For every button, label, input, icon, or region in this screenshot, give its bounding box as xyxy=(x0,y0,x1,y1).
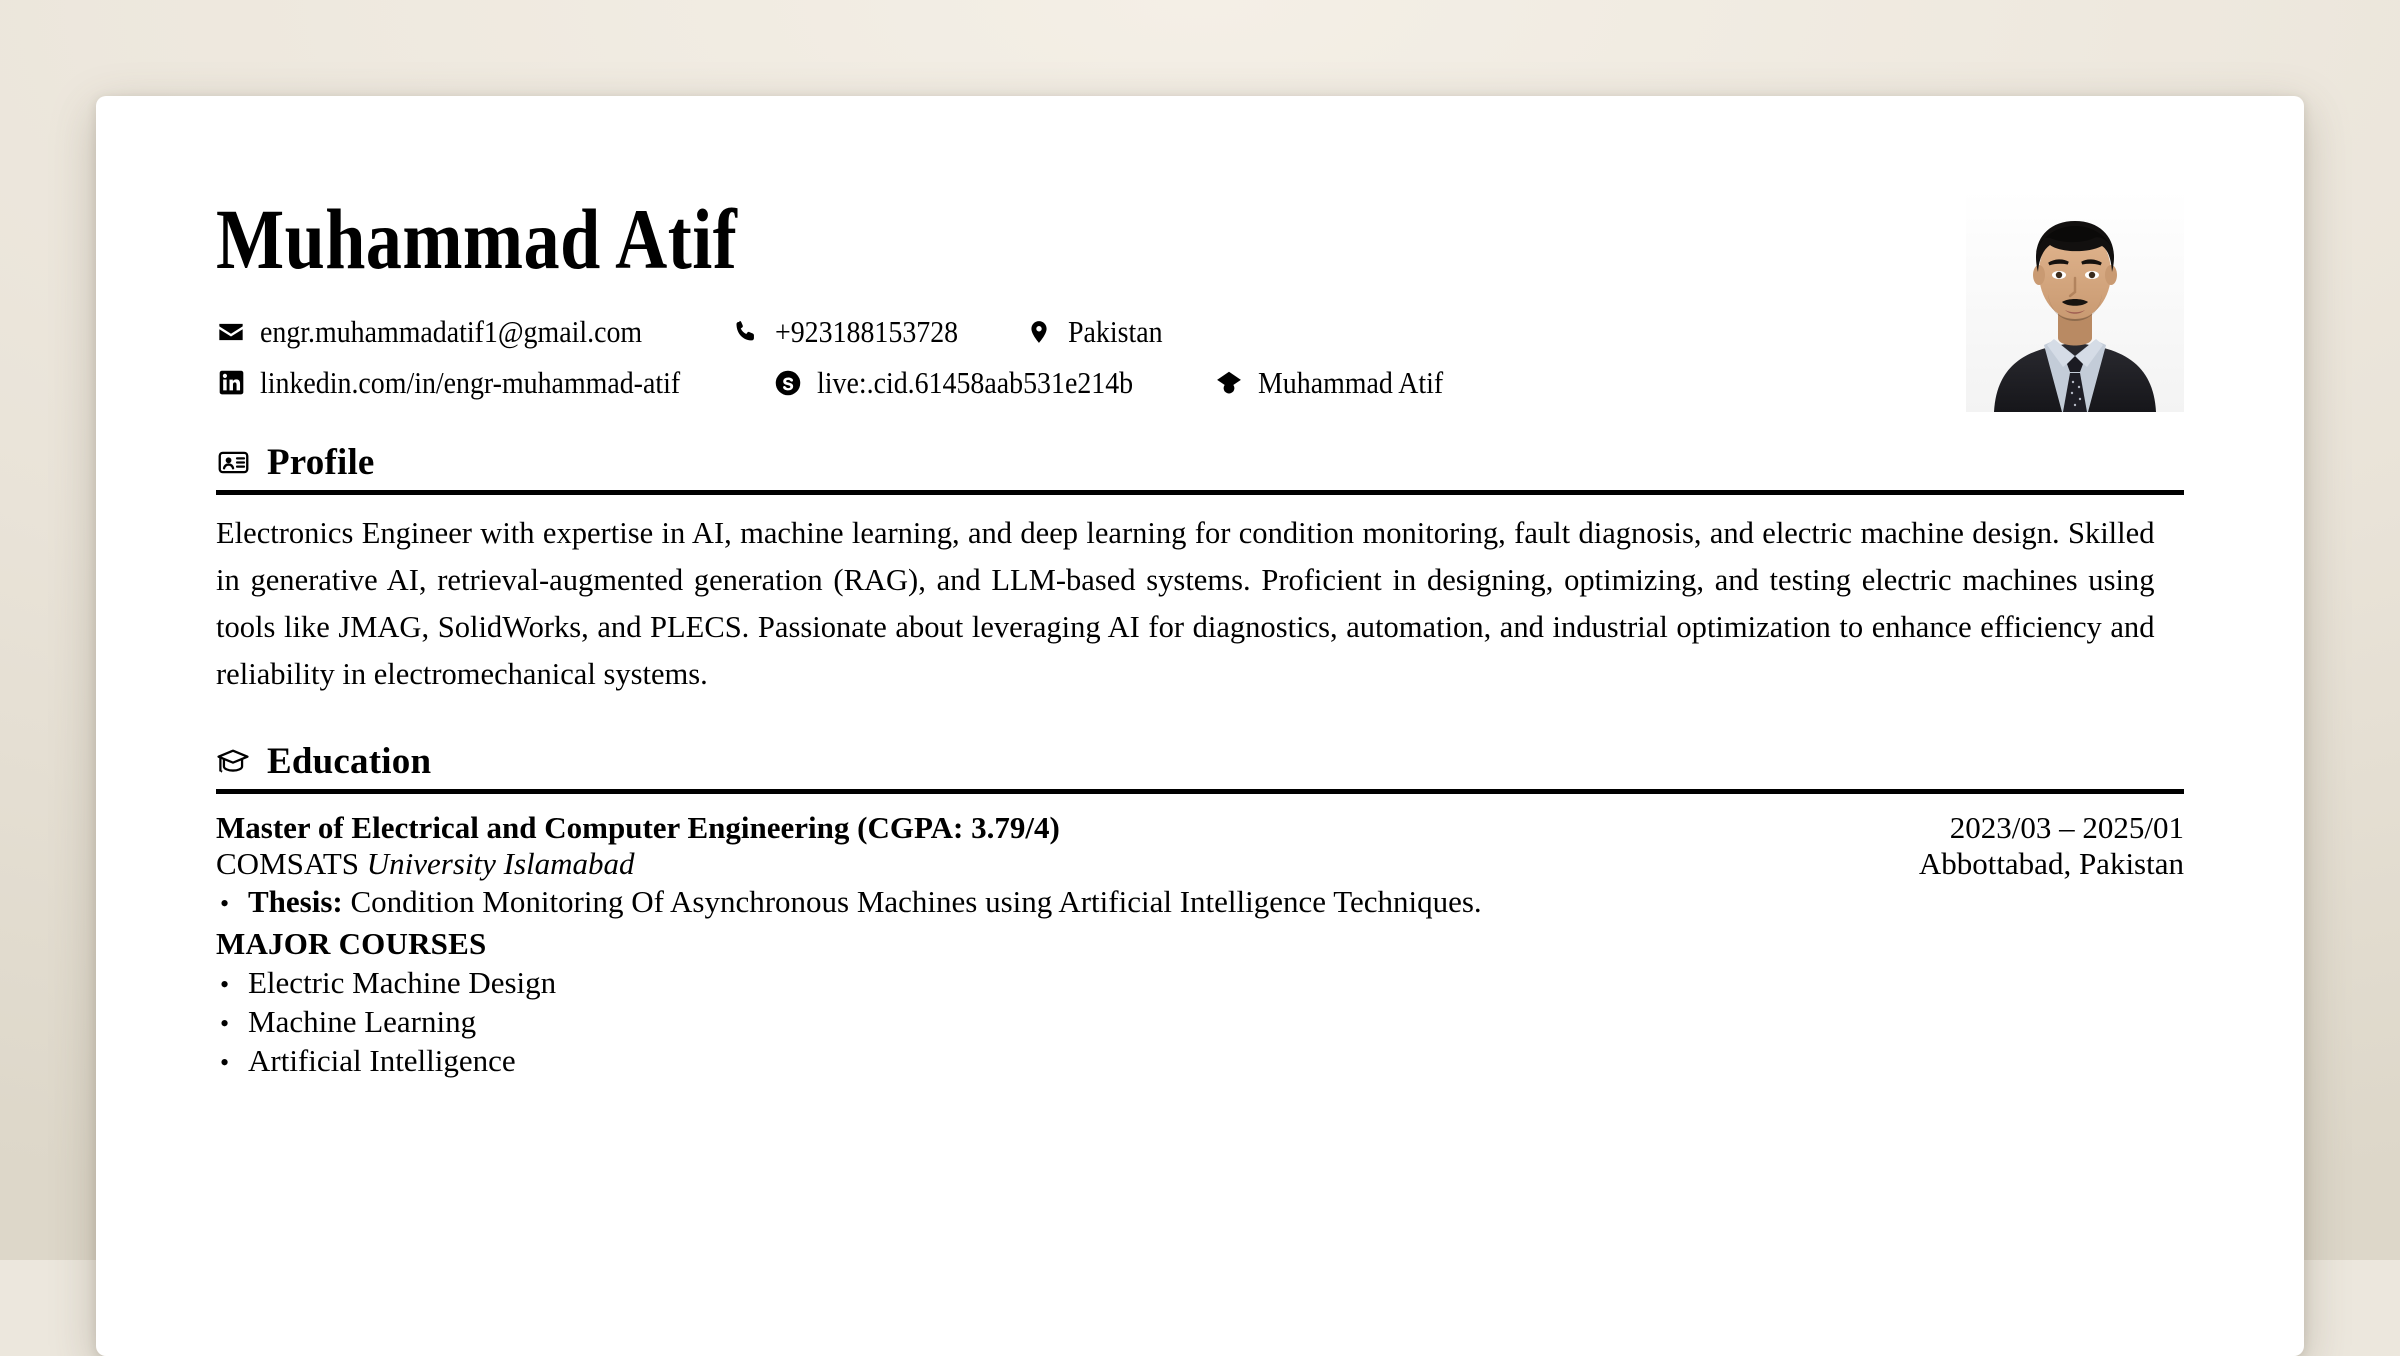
section-education xyxy=(216,743,2184,1079)
contact-email[interactable] xyxy=(216,316,685,347)
skype-icon xyxy=(773,368,803,398)
education-thesis-label: Thesis: xyxy=(248,884,343,919)
course-name: Electric Machine Design xyxy=(248,965,556,1001)
bullet-glyph: • xyxy=(216,972,248,998)
list-item xyxy=(216,1004,2184,1040)
education-title-line xyxy=(216,810,2184,846)
education-thesis-bullet xyxy=(216,884,2184,920)
section-profile-title: Profile xyxy=(267,444,375,481)
resume-content xyxy=(96,96,2304,1356)
section-education-title: Education xyxy=(267,743,431,780)
contact-location-label: Pakistan xyxy=(1068,316,1163,347)
contact-row-secondary xyxy=(216,367,2184,398)
page-title: Muhammad Atif xyxy=(216,196,1869,282)
education-thesis-text: Condition Monitoring Of Asynchronous Machines using Artificial Intelligence Techniques. xyxy=(343,884,1482,919)
list-item xyxy=(216,1043,2184,1079)
id-card-icon xyxy=(216,446,250,480)
education-degree: Master of Electrical and Computer Engineering (CGPA: 3.79/4) xyxy=(216,810,1060,846)
list-item xyxy=(216,965,2184,1001)
contact-linkedin[interactable] xyxy=(216,367,727,398)
education-dates: 2023/03 – 2025/01 xyxy=(1950,810,2184,846)
scholar-cap-icon xyxy=(1214,368,1244,398)
contact-scholar[interactable] xyxy=(1214,367,1464,398)
avatar xyxy=(1966,190,2184,412)
bullet-glyph: • xyxy=(216,1050,248,1076)
education-school xyxy=(216,846,635,882)
section-education-header xyxy=(216,743,2184,789)
section-divider xyxy=(216,789,2184,794)
envelope-icon xyxy=(216,317,246,347)
education-location: Abbottabad, Pakistan xyxy=(1919,846,2184,882)
contact-row-primary xyxy=(216,316,2184,347)
portrait-photo xyxy=(1966,190,2184,412)
contact-phone-label: +923188153728 xyxy=(775,316,958,347)
bullet-glyph: • xyxy=(216,1011,248,1037)
education-thesis xyxy=(248,884,2184,920)
education-school-italic: University Islamabad xyxy=(367,846,635,881)
phone-icon xyxy=(731,317,761,347)
section-divider xyxy=(216,490,2184,495)
contact-scholar-label: Muhammad Atif xyxy=(1258,367,1443,398)
contact-skype-label: live:.cid.61458aab531e214b xyxy=(817,367,1133,398)
contact-email-label: engr.muhammadatif1@gmail.com xyxy=(260,316,642,347)
section-profile xyxy=(216,444,2184,697)
education-entry xyxy=(216,810,2184,1079)
contact-linkedin-label: linkedin.com/in/engr-muhammad-atif xyxy=(260,367,680,398)
resume-page xyxy=(96,96,2304,1356)
section-profile-header xyxy=(216,444,2184,490)
location-pin-icon xyxy=(1024,317,1054,347)
contact-location xyxy=(1024,316,1173,347)
linkedin-icon xyxy=(216,368,246,398)
course-name: Artificial Intelligence xyxy=(248,1043,516,1079)
education-school-line xyxy=(216,846,2184,882)
education-school-plain: COMSATS xyxy=(216,846,367,881)
education-courses-heading: MAJOR COURSES xyxy=(216,926,2184,962)
profile-summary-text: Electronics Engineer with expertise in AI, machine learning, and deep learning for condition monitoring, fault diagnosis, and electric machine design. Skilled in generative AI, retrieval-augmented generation (RAG), and LLM-based systems. Proficient in designing, optimizing, and testing electric machines using tools like JMAG, SolidWorks, and PLECS. Passionate about leveraging AI for diagnostics, automation, and industrial optimization to enhance efficiency and reliability in electromechanical systems. xyxy=(216,509,2154,697)
graduation-cap-icon xyxy=(216,745,250,779)
course-name: Machine Learning xyxy=(248,1004,476,1040)
contact-phone[interactable] xyxy=(731,316,978,347)
contact-skype[interactable] xyxy=(773,367,1168,398)
bullet-glyph: • xyxy=(216,891,248,917)
resume-header xyxy=(216,196,2184,398)
